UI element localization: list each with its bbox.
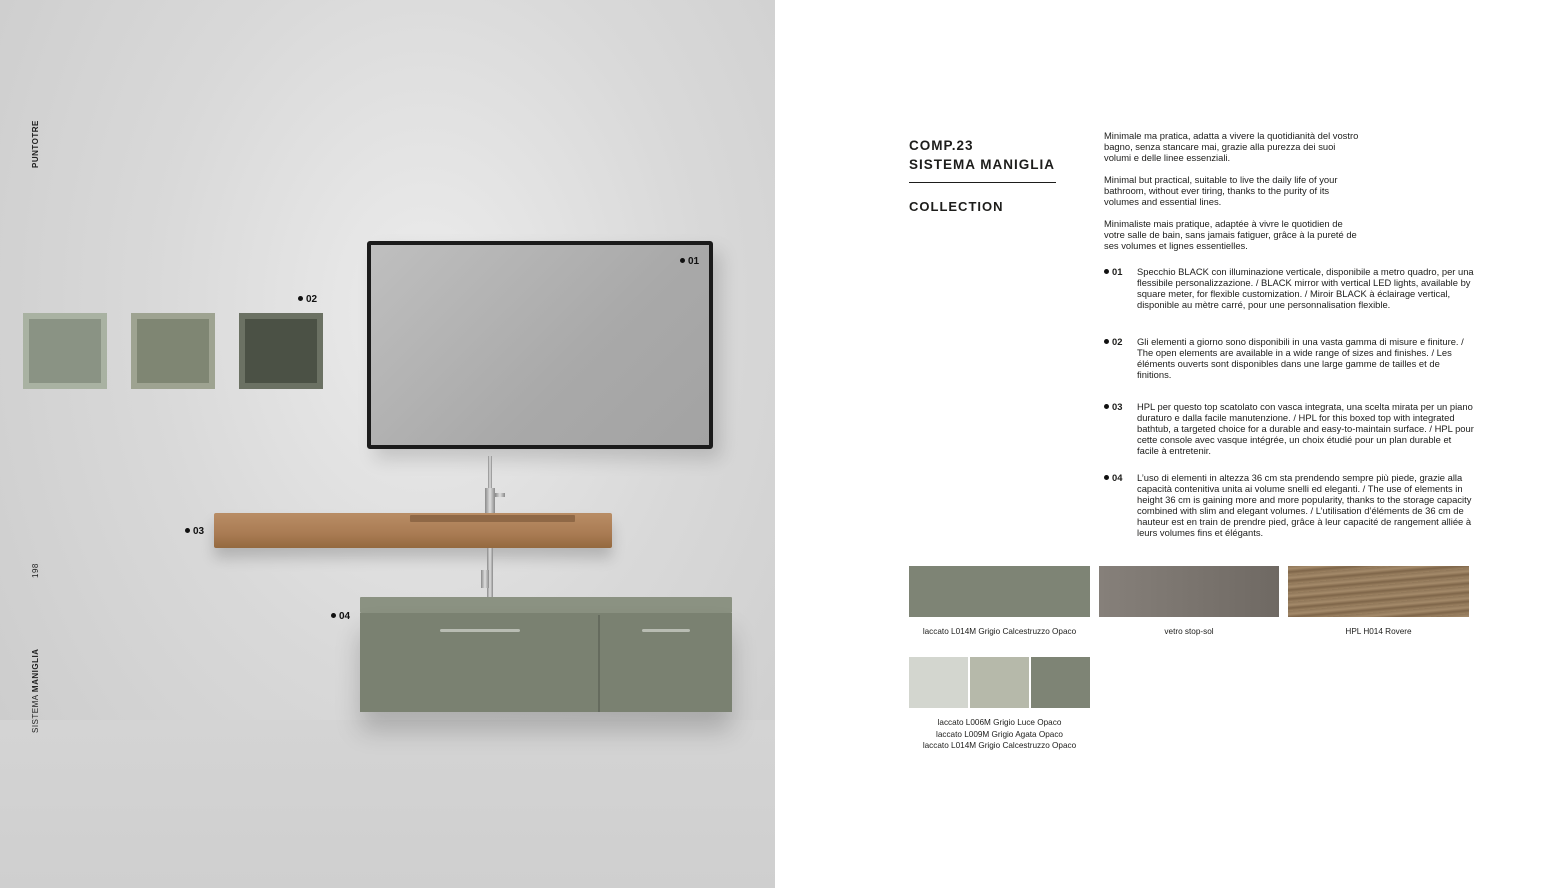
- group-caption-line-2: laccato L009M Grigio Agata Opaco: [936, 729, 1063, 739]
- cabinet-top: [360, 597, 732, 613]
- intro-french: Minimaliste mais pratique, adaptée à vivre le quotidien de votre salle de bain, sans jamais fatiguer, grâce à la pureté de ses volumes et lignes essentielles.: [1104, 218, 1357, 251]
- swatch-hpl-rovere: [1288, 566, 1469, 617]
- item-text: HPL per questo top scatolato con vasca integrata, una scelta mirata per un piano duraturo e dalla facile manutenzione. / HPL for this boxed top with integrated bathtub, a targeted choice for a durable and easy-to-maintain surface. / HPL pour cette console avec vasque intégrée, un choix étudié pour un plan durable et facile à entretenir.: [1137, 401, 1474, 456]
- item-02: [1104, 336, 1474, 380]
- callout-04: [331, 611, 350, 622]
- callout-02-text: 02: [306, 294, 318, 305]
- swatch-caption-1: laccato L014M Grigio Calcestruzzo Opaco: [922, 627, 1077, 636]
- item-text: Gli elementi a giorno sono disponibili in una vasta gamma di misure e finiture. / The open elements are available in a wide range of sizes and finishes. / Les éléments ouverts sont disponibles dans une large gamme de tailles et de finitions.: [1137, 336, 1464, 380]
- intro-italian: Minimale ma pratica, adatta a vivere la quotidianità del vostro bagno, senza stancare mai, grazie alla purezza dei suoi volumi e delle linee essenziali.: [1104, 130, 1359, 163]
- drawer-handle-right: [642, 629, 690, 632]
- swatch-vetro-stop-sol: [1099, 566, 1279, 617]
- item-number-text: 04: [1112, 472, 1123, 483]
- item-text: L’uso di elementi in altezza 36 cm sta prendendo sempre più piede, grazie alla capacità contenitiva unita ai volume snelli ed eleganti. / The use of elements in height 36 cm is gaining more and more popularity, thanks to the storage capacity combined with slim and elegant volumes. / L’utilisation d’éléments de 36 cm de hauteur est en train de prendre pied, grâce à leur capacité de rangement alliée à leurs volumes fins et élégants.: [1137, 472, 1472, 538]
- system-prefix: SISTEMA: [31, 692, 40, 733]
- swatch-grigio-calcestruzzo: [909, 566, 1090, 617]
- system-bold: MANIGLIA: [31, 648, 40, 693]
- callout-04-text: 04: [339, 611, 351, 622]
- callout-01: [680, 256, 699, 267]
- page-title: [909, 136, 1055, 174]
- item-04: [1104, 472, 1474, 538]
- callout-03: [185, 526, 204, 537]
- comp-number: COMP.23: [909, 138, 974, 153]
- open-cube-1: [23, 313, 107, 389]
- item-01: [1104, 266, 1474, 310]
- faucet-body: [485, 488, 495, 514]
- item-number-text: 01: [1112, 266, 1123, 277]
- floor: [0, 720, 775, 888]
- callout-02: [298, 294, 317, 305]
- item-number: [1104, 401, 1122, 412]
- swatch-grigio-luce: [909, 657, 968, 708]
- title-divider: [909, 182, 1056, 183]
- cabinet: [360, 613, 732, 712]
- item-03: [1104, 401, 1474, 456]
- swatch-caption-2: vetro stop-sol: [1164, 627, 1214, 636]
- callout-01-text: 01: [688, 256, 700, 267]
- item-text: Specchio BLACK con illuminazione verticale, disponibile a metro quadro, per una flessibile personalizzazione. / BLACK mirror with vertical LED lights, available by square meter, for flexible customization. / Miroir BLACK à éclairage vertical, disponible au mètre carré, pour une personnalisation flexible.: [1137, 266, 1474, 310]
- faucet-lever: [495, 493, 505, 497]
- open-cube-2: [131, 313, 215, 389]
- group-caption-line-1: laccato L006M Grigio Luce Opaco: [937, 718, 1062, 727]
- intro-english: Minimal but practical, suitable to live the daily life of your bathroom, without ever tiring, thanks to the purity of its volumes and essential lines.: [1104, 174, 1338, 207]
- collection-heading: COLLECTION: [909, 199, 1004, 214]
- group-caption-line-3: laccato L014M Grigio Calcestruzzo Opaco: [922, 741, 1077, 750]
- page-number: 198: [31, 563, 40, 578]
- swatch-group-caption: [899, 717, 1100, 752]
- item-number-text: 03: [1112, 401, 1123, 412]
- black-mirror: [367, 241, 713, 449]
- callout-03-text: 03: [193, 526, 205, 537]
- brand-name: PUNTOTRE: [31, 120, 40, 168]
- system-title: SISTEMA MANIGLIA: [909, 157, 1055, 172]
- integrated-basin: [410, 515, 575, 522]
- drawer-handle-left: [440, 629, 520, 632]
- open-cube-3: [239, 313, 323, 389]
- swatch-grigio-agata: [970, 657, 1029, 708]
- item-number: [1104, 266, 1122, 277]
- item-number-text: 02: [1112, 336, 1123, 347]
- item-number: [1104, 336, 1122, 347]
- swatch-caption-3: HPL H014 Rovere: [1345, 627, 1412, 636]
- system-name: [31, 649, 40, 733]
- swatch-grigio-calcestruzzo-2: [1031, 657, 1090, 708]
- item-number: [1104, 472, 1122, 483]
- drain-trap: [481, 570, 489, 588]
- cabinet-split: [598, 615, 600, 712]
